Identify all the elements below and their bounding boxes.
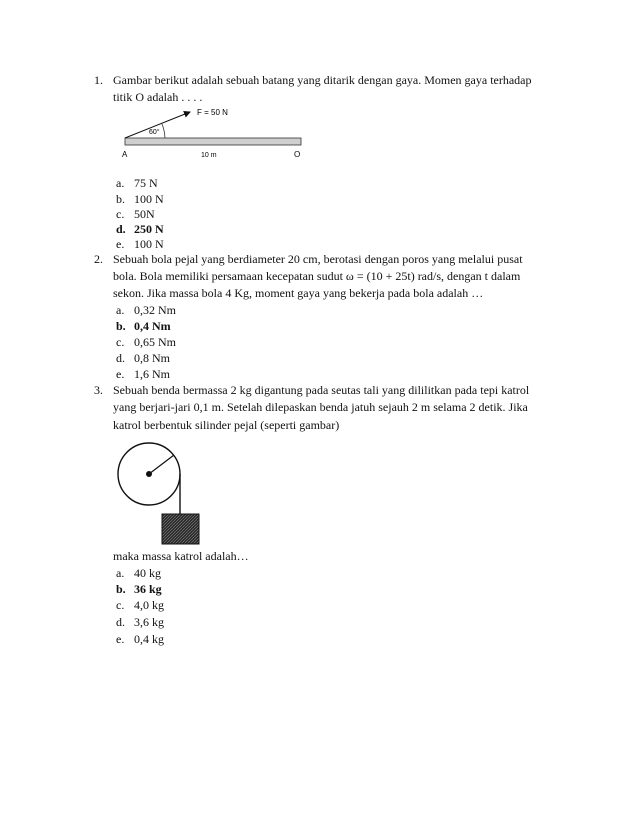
option-e[interactable]: e. 0,4 kg	[116, 632, 164, 646]
point-o-label: O	[294, 150, 301, 159]
option-c[interactable]: c. 50N	[116, 207, 155, 221]
point-a-label: A	[122, 150, 128, 159]
question-number: 1.	[94, 73, 103, 87]
option-d[interactable]: d. 250 N	[116, 222, 164, 236]
question-text-line: katrol berbentuk silinder pejal (seperti gambar)	[113, 418, 340, 432]
question-text-line: bola. Bola memiliki persamaan kecepatan sudut ω = (10 + 25t) rad/s, dengan t dalam	[113, 269, 521, 283]
length-label: 10 m	[201, 152, 217, 159]
option-c[interactable]: c. 4,0 kg	[116, 598, 164, 612]
question-text-line: sekon. Jika massa bola 4 Kg, moment gaya yang bekerja pada bola adalah …	[113, 286, 484, 300]
question-text-line: maka massa katrol adalah…	[113, 549, 249, 563]
question-text-line: Sebuah bola pejal yang berdiameter 20 cm, berotasi dengan poros yang melalui pusat	[113, 252, 523, 266]
option-b[interactable]: b. 100 N	[116, 192, 164, 206]
option-a[interactable]: a. 0,32 Nm	[116, 303, 176, 317]
option-b[interactable]: b. 36 kg	[116, 582, 162, 596]
pulley-figure	[110, 438, 210, 548]
option-a[interactable]: a. 75 N	[116, 176, 158, 190]
question-number: 3.	[94, 383, 103, 397]
question-text-line: Sebuah benda bermassa 2 kg digantung pada seutas tali yang dililitkan pada tepi katrol	[113, 383, 530, 397]
pulley-axle	[146, 471, 152, 477]
option-d[interactable]: d. 3,6 kg	[116, 615, 164, 629]
rod-force-figure	[113, 104, 313, 162]
angle-arc	[162, 124, 165, 138]
option-b[interactable]: b. 0,4 Nm	[116, 319, 171, 333]
angle-label: 60°	[149, 129, 160, 136]
rod	[125, 138, 301, 145]
question-text-line: titik O adalah . . . .	[113, 90, 203, 104]
option-e[interactable]: e. 100 N	[116, 237, 164, 251]
option-e[interactable]: e. 1,6 Nm	[116, 367, 170, 381]
option-a[interactable]: a. 40 kg	[116, 566, 161, 580]
option-c[interactable]: c. 0,65 Nm	[116, 335, 176, 349]
question-number: 2.	[94, 252, 103, 266]
hanging-block	[162, 514, 199, 544]
option-d[interactable]: d. 0,8 Nm	[116, 351, 170, 365]
question-text-line: Gambar berikut adalah sebuah batang yang ditarik dengan gaya. Momen gaya terhadap	[113, 73, 532, 87]
question-text-line: yang berjari-jari 0,1 m. Setelah dilepaskan benda jatuh sejauh 2 m selama 2 detik. Jika	[113, 400, 528, 414]
force-label: F = 50 N	[197, 108, 228, 117]
